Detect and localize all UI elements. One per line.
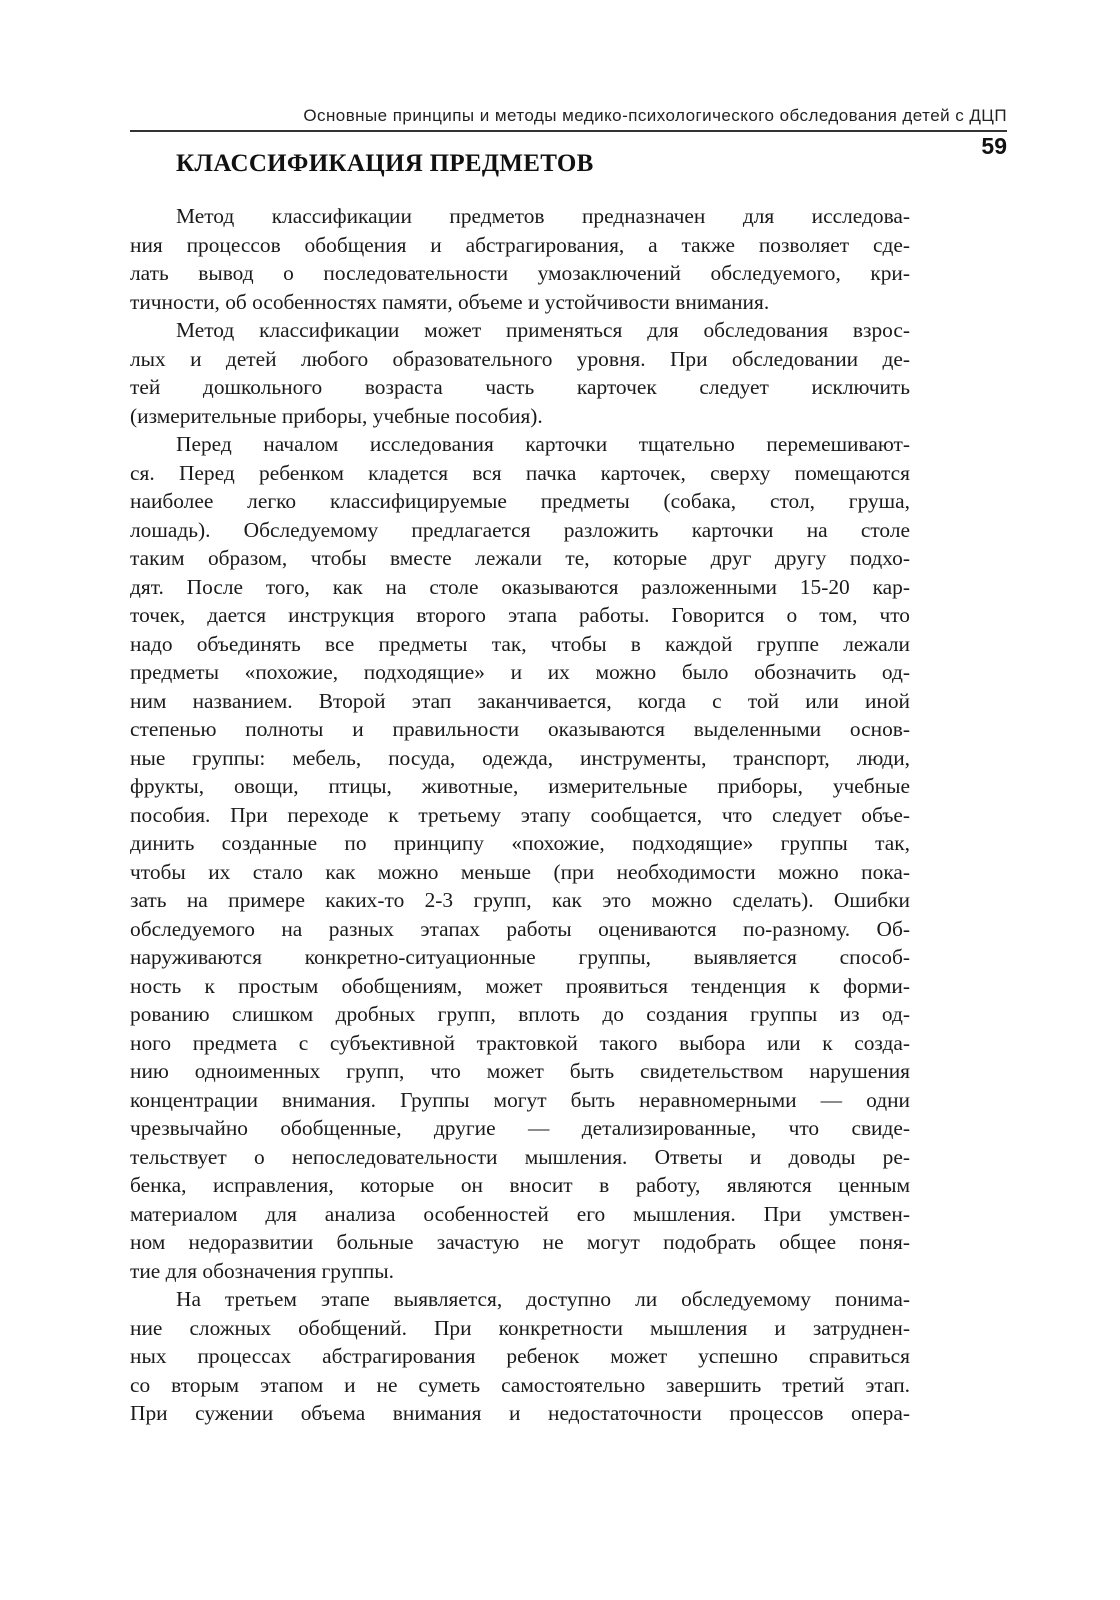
text-line: лых и детей любого образовательного уровня. При обследовании де- (130, 346, 910, 371)
text-line: ного предмета с субъективной трактовкой такого выбора или к созда- (130, 1030, 910, 1055)
text-line: фрукты, овощи, птицы, животные, измерительные приборы, учебные (130, 774, 910, 798)
text-line: таким образом, чтобы вместе лежали те, которые друг другу подхо- (130, 546, 910, 570)
section-title: КЛАССИФИКАЦИЯ ПРЕДМЕТОВ (176, 150, 594, 177)
text-line: ных процессах абстрагирования ребенок может успешно справиться (130, 1344, 910, 1368)
text-line: ся. Перед ребенком кладется вся пачка карточек, сверху помещаются (130, 460, 910, 485)
text-line: пособия. При переходе к третьему этапу сообщается, что следует объе- (130, 802, 910, 827)
text-line: точек, дается инструкция второго этапа работы. Говорится о том, что (130, 603, 910, 627)
text-line: степенью полноты и правильности оказываются выделенными основ- (130, 717, 910, 741)
text-line: тичности, об особенностях памяти, объеме и устойчивости внимания. (130, 289, 770, 314)
text-line: бенка, исправления, которые он вносит в работу, являются ценным (130, 1173, 910, 1197)
text-line: (измерительные приборы, учебные пособия). (130, 403, 543, 428)
text-line: ние сложных обобщений. При конкретности мышления и затруднен- (130, 1315, 910, 1340)
text-line: нию одноименных групп, что может быть свидетельством нарушения (130, 1059, 910, 1083)
text-line: предметы «похожие, подходящие» и их можно было обозначить од- (130, 660, 910, 684)
text-line: чтобы их стало как можно меньше (при необходимости можно пока- (130, 859, 910, 884)
text-line: лошадь). Обследуемому предлагается разложить карточки на столе (130, 517, 910, 542)
text-line: лать вывод о последовательности умозаключений обследуемого, кри- (130, 261, 910, 285)
text-line: тельствует о непоследовательности мышления. Ответы и доводы ре- (130, 1144, 910, 1169)
text-line: дят. После того, как на столе оказываются разложенными 15-20 кар- (130, 574, 910, 599)
text-line: наруживаются конкретно-ситуационные группы, выявляется способ- (130, 945, 910, 969)
text-line: зать на примере каких-то 2-3 групп, как это можно сделать). Ошибки (130, 888, 910, 912)
running-header (130, 104, 1007, 132)
text-line: Перед началом исследования карточки тщательно перемешивают- (176, 432, 910, 456)
running-header-title: Основные принципы и методы медико-психологического обследования детей с ДЦП (303, 106, 1007, 125)
text-line: При сужении объема внимания и недостаточности процессов опера- (130, 1401, 910, 1425)
text-line: ним названием. Второй этап заканчивается, когда с той или иной (130, 688, 910, 713)
text-line: ном недоразвитии больные зачастую не могут подобрать общее поня- (130, 1230, 910, 1254)
text-line: наиболее легко классифицируемые предметы (собака, стол, груша, (130, 489, 910, 513)
text-line: материалом для анализа особенностей его мышления. При умствен- (130, 1201, 910, 1226)
text-line: тей дошкольного возраста часть карточек следует исключить (130, 375, 910, 399)
text-line: На третьем этапе выявляется, доступно ли обследуемому понима- (176, 1287, 910, 1311)
text-line: ность к простым обобщениям, может проявиться тенденция к форми- (130, 973, 910, 998)
text-line: ния процессов обобщения и абстрагирования, а также позволяет сде- (130, 232, 910, 257)
text-line: чрезвычайно обобщенные, другие — детализированные, что свиде- (130, 1116, 910, 1140)
text-line: рованию слишком дробных групп, вплоть до создания группы из од- (130, 1002, 910, 1026)
text-line: Метод классификации может применяться для обследования взрос- (176, 318, 910, 342)
page-number: 59 (981, 133, 1007, 159)
text-line: Метод классификации предметов предназначен для исследова- (176, 204, 910, 228)
text-line: тие для обозначения группы. (130, 1258, 395, 1283)
text-line: концентрации внимания. Группы могут быть неравномерными — одни (130, 1087, 910, 1112)
text-line: обследуемого на разных этапах работы оцениваются по-разному. Об- (130, 916, 910, 941)
body-text (130, 202, 910, 1428)
text-line: динить созданные по принципу «похожие, подходящие» группы так, (130, 831, 910, 855)
text-line: надо объединять все предметы так, чтобы в каждой группе лежали (130, 631, 910, 656)
text-line: ные группы: мебель, посуда, одежда, инструменты, транспорт, люди, (130, 745, 910, 770)
text-line: со вторым этапом и не суметь самостоятельно завершить третий этап. (130, 1372, 910, 1397)
